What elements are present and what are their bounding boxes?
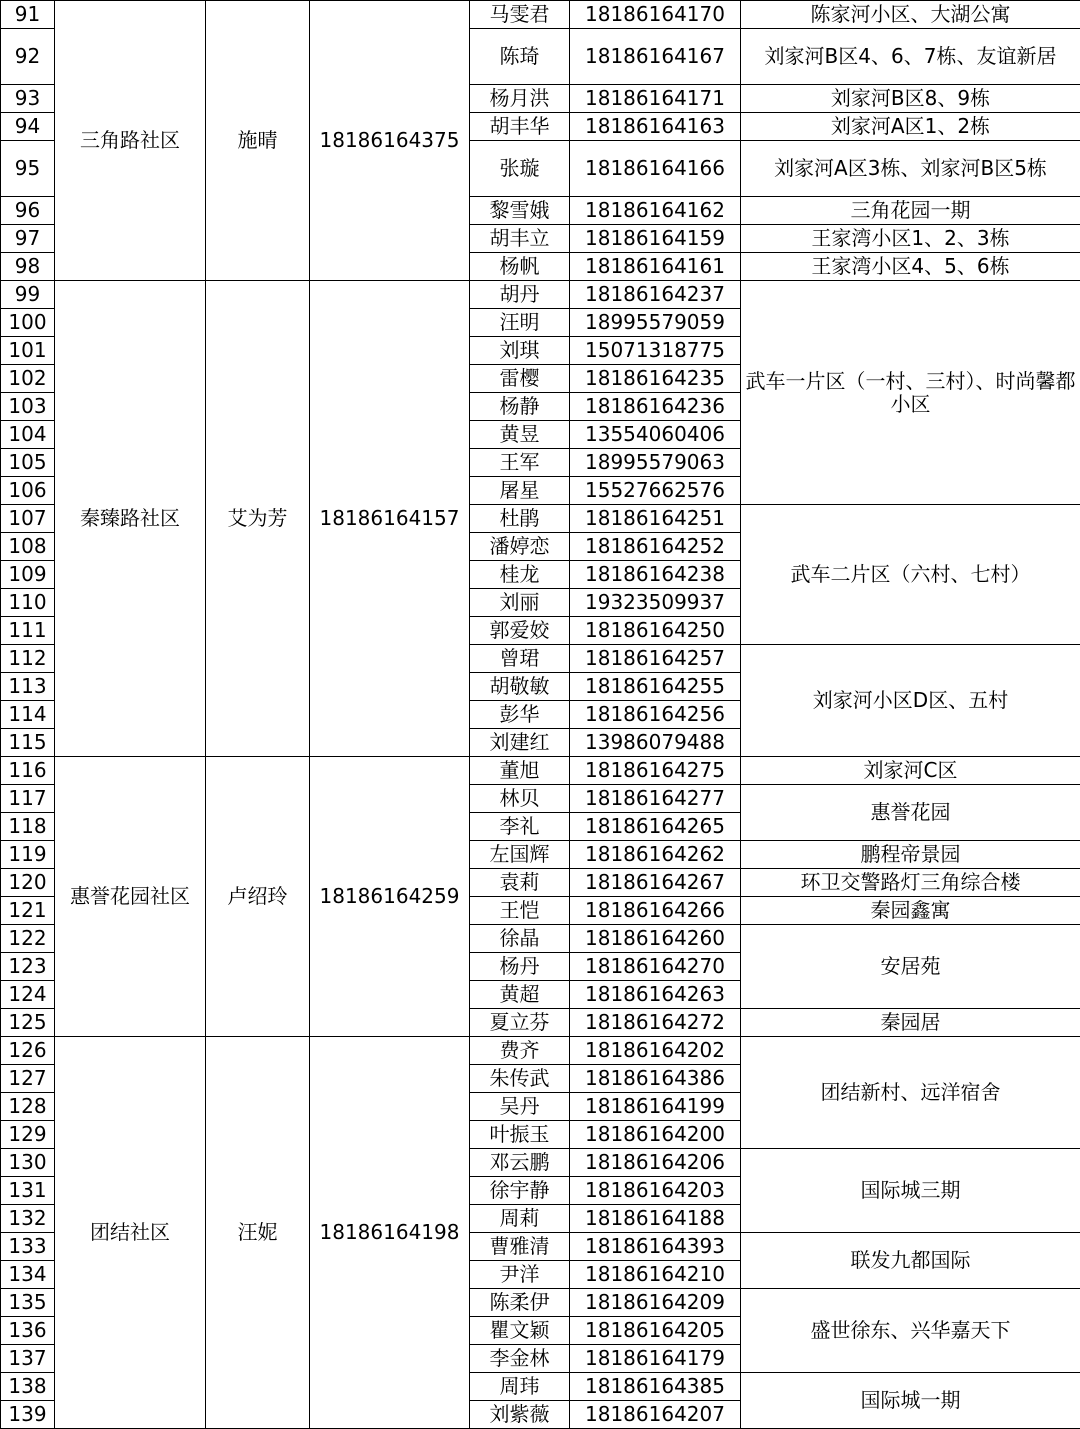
grid-worker: 朱传武 [470, 1065, 570, 1093]
row-number: 117 [1, 785, 55, 813]
grid-worker-phone: 19323509937 [570, 589, 741, 617]
grid-worker-phone: 18186164238 [570, 561, 741, 589]
responsible-area: 武车一片区（一村、三村）、时尚馨都小区 [741, 281, 1080, 505]
grid-worker-phone: 18186164272 [570, 1009, 741, 1037]
responsible-area: 三角花园一期 [741, 197, 1080, 225]
grid-worker: 黄昱 [470, 421, 570, 449]
community-name: 惠誉花园社区 [55, 757, 206, 1037]
grid-worker-phone: 18186164257 [570, 645, 741, 673]
row-number: 119 [1, 841, 55, 869]
row-number: 95 [1, 141, 55, 197]
grid-worker: 袁莉 [470, 869, 570, 897]
grid-worker: 费齐 [470, 1037, 570, 1065]
grid-worker-phone: 18186164393 [570, 1233, 741, 1261]
row-number: 122 [1, 925, 55, 953]
grid-worker: 胡丰立 [470, 225, 570, 253]
grid-worker-phone: 18186164188 [570, 1205, 741, 1233]
grid-worker: 陈柔伊 [470, 1289, 570, 1317]
responsible-area: 刘家河A区3栋、刘家河B区5栋 [741, 141, 1080, 197]
grid-worker-phone: 18186164256 [570, 701, 741, 729]
grid-worker-phone: 18186164263 [570, 981, 741, 1009]
row-number: 111 [1, 617, 55, 645]
grid-worker-phone: 18186164385 [570, 1373, 741, 1401]
grid-worker: 瞿文颖 [470, 1317, 570, 1345]
grid-worker: 黄超 [470, 981, 570, 1009]
grid-worker-phone: 18186164250 [570, 617, 741, 645]
responsible-area: 秦园居 [741, 1009, 1080, 1037]
grid-worker: 屠星 [470, 477, 570, 505]
grid-worker: 张璇 [470, 141, 570, 197]
row-number: 120 [1, 869, 55, 897]
grid-worker: 郭爱姣 [470, 617, 570, 645]
grid-worker: 林贝 [470, 785, 570, 813]
row-number: 116 [1, 757, 55, 785]
grid-worker-phone: 18186164210 [570, 1261, 741, 1289]
responsible-area: 盛世徐东、兴华嘉天下 [741, 1289, 1080, 1373]
grid-worker-phone: 18186164166 [570, 141, 741, 197]
community-phone: 18186164198 [310, 1037, 470, 1429]
row-number: 132 [1, 1205, 55, 1233]
grid-worker: 李礼 [470, 813, 570, 841]
grid-worker-phone: 18186164209 [570, 1289, 741, 1317]
grid-worker: 尹洋 [470, 1261, 570, 1289]
row-number: 96 [1, 197, 55, 225]
grid-worker-phone: 18186164167 [570, 29, 741, 85]
grid-worker: 汪明 [470, 309, 570, 337]
grid-worker: 雷樱 [470, 365, 570, 393]
grid-worker: 叶振玉 [470, 1121, 570, 1149]
grid-worker-phone: 18186164202 [570, 1037, 741, 1065]
grid-worker-phone: 18995579059 [570, 309, 741, 337]
row-number: 91 [1, 1, 55, 29]
row-number: 109 [1, 561, 55, 589]
row-number: 100 [1, 309, 55, 337]
grid-worker: 刘丽 [470, 589, 570, 617]
grid-worker-phone: 18186164203 [570, 1177, 741, 1205]
grid-worker: 杜鹃 [470, 505, 570, 533]
responsible-area: 刘家河B区4、6、7栋、友谊新居 [741, 29, 1080, 85]
grid-worker-phone: 18995579063 [570, 449, 741, 477]
responsible-area: 武车二片区（六村、七村） [741, 505, 1080, 645]
row-number: 131 [1, 1177, 55, 1205]
grid-worker-phone: 15527662576 [570, 477, 741, 505]
community-phone: 18186164259 [310, 757, 470, 1037]
grid-worker: 王恺 [470, 897, 570, 925]
grid-worker-phone: 18186164235 [570, 365, 741, 393]
grid-worker-phone: 18186164267 [570, 869, 741, 897]
responsible-area: 惠誉花园 [741, 785, 1080, 841]
grid-worker-phone: 18186164260 [570, 925, 741, 953]
community-leader: 艾为芳 [206, 281, 310, 757]
row-number: 137 [1, 1345, 55, 1373]
grid-worker: 曾珺 [470, 645, 570, 673]
row-number: 136 [1, 1317, 55, 1345]
row-number: 104 [1, 421, 55, 449]
community-phone: 18186164375 [310, 1, 470, 281]
row-number: 130 [1, 1149, 55, 1177]
table-row [1, 757, 1080, 785]
grid-worker-phone: 18186164266 [570, 897, 741, 925]
grid-worker: 马雯君 [470, 1, 570, 29]
grid-worker: 周玮 [470, 1373, 570, 1401]
row-number: 101 [1, 337, 55, 365]
grid-worker-phone: 18186164199 [570, 1093, 741, 1121]
row-number: 125 [1, 1009, 55, 1037]
grid-worker-phone: 18186164237 [570, 281, 741, 309]
grid-worker: 刘紫薇 [470, 1401, 570, 1429]
grid-worker: 刘建红 [470, 729, 570, 757]
grid-worker: 王军 [470, 449, 570, 477]
row-number: 108 [1, 533, 55, 561]
responsible-area: 刘家河A区1、2栋 [741, 113, 1080, 141]
grid-worker-phone: 18186164236 [570, 393, 741, 421]
grid-worker: 周莉 [470, 1205, 570, 1233]
responsible-area: 秦园鑫寓 [741, 897, 1080, 925]
grid-worker-phone: 18186164200 [570, 1121, 741, 1149]
row-number: 102 [1, 365, 55, 393]
community-name: 团结社区 [55, 1037, 206, 1429]
grid-worker-phone: 18186164255 [570, 673, 741, 701]
grid-worker: 陈琦 [470, 29, 570, 85]
grid-worker-phone: 18186164161 [570, 253, 741, 281]
table-row [1, 281, 1080, 309]
row-number: 129 [1, 1121, 55, 1149]
responsible-area: 联发九都国际 [741, 1233, 1080, 1289]
grid-worker: 刘琪 [470, 337, 570, 365]
row-number: 124 [1, 981, 55, 1009]
row-number: 127 [1, 1065, 55, 1093]
community-leader: 汪妮 [206, 1037, 310, 1429]
row-number: 98 [1, 253, 55, 281]
grid-worker: 杨静 [470, 393, 570, 421]
grid-worker: 左国辉 [470, 841, 570, 869]
grid-worker: 杨丹 [470, 953, 570, 981]
row-number: 99 [1, 281, 55, 309]
grid-worker: 李金林 [470, 1345, 570, 1373]
row-number: 115 [1, 729, 55, 757]
responsible-area: 团结新村、远洋宿舍 [741, 1037, 1080, 1149]
row-number: 94 [1, 113, 55, 141]
row-number: 105 [1, 449, 55, 477]
grid-worker-phone: 18186164205 [570, 1317, 741, 1345]
row-number: 138 [1, 1373, 55, 1401]
grid-worker: 徐晶 [470, 925, 570, 953]
grid-worker-phone: 18186164171 [570, 85, 741, 113]
responsible-area: 环卫交警路灯三角综合楼 [741, 869, 1080, 897]
row-number: 135 [1, 1289, 55, 1317]
responsible-area: 国际城三期 [741, 1149, 1080, 1233]
grid-worker: 徐宇静 [470, 1177, 570, 1205]
row-number: 97 [1, 225, 55, 253]
grid-worker-phone: 18186164159 [570, 225, 741, 253]
responsible-area: 王家湾小区1、2、3栋 [741, 225, 1080, 253]
row-number: 114 [1, 701, 55, 729]
grid-worker: 胡丰华 [470, 113, 570, 141]
table-row [1, 1, 1080, 29]
row-number: 123 [1, 953, 55, 981]
table-row [1, 1037, 1080, 1065]
responsible-area: 刘家河小区D区、五村 [741, 645, 1080, 757]
grid-worker-phone: 18186164386 [570, 1065, 741, 1093]
row-number: 106 [1, 477, 55, 505]
community-leader: 施晴 [206, 1, 310, 281]
row-number: 139 [1, 1401, 55, 1429]
grid-worker: 夏立芬 [470, 1009, 570, 1037]
row-number: 133 [1, 1233, 55, 1261]
row-number: 113 [1, 673, 55, 701]
responsible-area: 国际城一期 [741, 1373, 1080, 1429]
row-number: 118 [1, 813, 55, 841]
responsible-area: 刘家河C区 [741, 757, 1080, 785]
responsible-area: 陈家河小区、大湖公寓 [741, 1, 1080, 29]
grid-worker-phone: 18186164179 [570, 1345, 741, 1373]
grid-worker-phone: 18186164270 [570, 953, 741, 981]
grid-worker-phone: 18186164252 [570, 533, 741, 561]
grid-worker-phone: 13554060406 [570, 421, 741, 449]
grid-worker-phone: 18186164206 [570, 1149, 741, 1177]
row-number: 128 [1, 1093, 55, 1121]
row-number: 126 [1, 1037, 55, 1065]
grid-worker-phone: 18186164207 [570, 1401, 741, 1429]
row-number: 107 [1, 505, 55, 533]
responsible-area: 王家湾小区4、5、6栋 [741, 253, 1080, 281]
grid-worker-phone: 15071318775 [570, 337, 741, 365]
grid-worker: 吴丹 [470, 1093, 570, 1121]
community-phone: 18186164157 [310, 281, 470, 757]
community-name: 三角路社区 [55, 1, 206, 281]
grid-worker: 桂龙 [470, 561, 570, 589]
row-number: 93 [1, 85, 55, 113]
grid-worker-phone: 18186164265 [570, 813, 741, 841]
grid-worker: 杨月洪 [470, 85, 570, 113]
row-number: 110 [1, 589, 55, 617]
community-leader: 卢绍玲 [206, 757, 310, 1037]
grid-worker-phone: 18186164277 [570, 785, 741, 813]
grid-worker: 邓云鹏 [470, 1149, 570, 1177]
grid-worker-phone: 18186164170 [570, 1, 741, 29]
grid-worker-phone: 18186164275 [570, 757, 741, 785]
grid-worker-phone: 13986079488 [570, 729, 741, 757]
grid-worker-phone: 18186164162 [570, 197, 741, 225]
grid-worker: 杨帆 [470, 253, 570, 281]
grid-worker: 彭华 [470, 701, 570, 729]
row-number: 121 [1, 897, 55, 925]
grid-worker-phone: 18186164251 [570, 505, 741, 533]
grid-worker-phone: 18186164163 [570, 113, 741, 141]
responsible-area: 安居苑 [741, 925, 1080, 1009]
grid-worker-phone: 18186164262 [570, 841, 741, 869]
grid-worker: 曹雅清 [470, 1233, 570, 1261]
row-number: 103 [1, 393, 55, 421]
grid-worker: 胡丹 [470, 281, 570, 309]
grid-worker: 胡敬敏 [470, 673, 570, 701]
responsible-area: 鹏程帝景园 [741, 841, 1080, 869]
grid-worker: 董旭 [470, 757, 570, 785]
row-number: 112 [1, 645, 55, 673]
grid-worker: 潘婷恋 [470, 533, 570, 561]
responsible-area: 刘家河B区8、9栋 [741, 85, 1080, 113]
community-name: 秦臻路社区 [55, 281, 206, 757]
row-number: 134 [1, 1261, 55, 1289]
grid-worker: 黎雪娥 [470, 197, 570, 225]
row-number: 92 [1, 29, 55, 85]
